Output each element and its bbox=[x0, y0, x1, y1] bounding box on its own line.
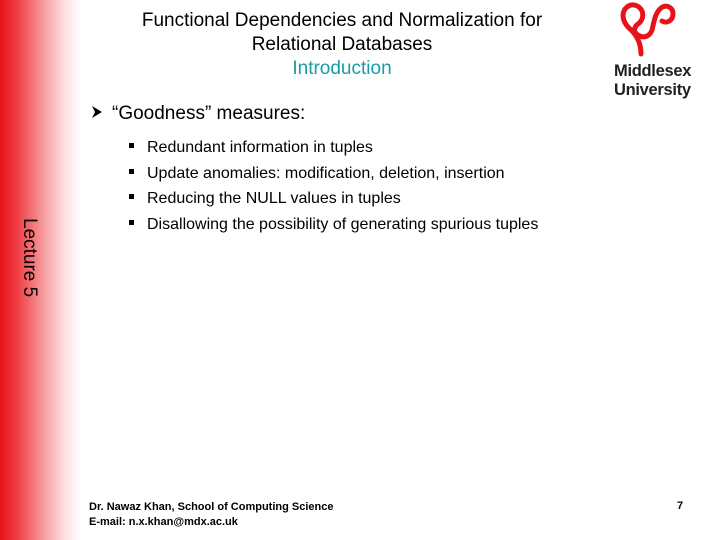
square-bullet-icon bbox=[129, 143, 134, 148]
main-bullet bbox=[90, 103, 305, 125]
footer bbox=[89, 500, 333, 530]
logo-line-1: Middlesex bbox=[614, 62, 692, 80]
red-gradient-band bbox=[0, 0, 82, 540]
list-item: Update anomalies: modification, deletion, insertion bbox=[129, 161, 538, 187]
logo-line-2: University bbox=[614, 81, 691, 99]
square-bullet-icon bbox=[129, 194, 134, 199]
square-bullet-icon bbox=[129, 220, 134, 225]
lecture-label: Lecture 5 bbox=[19, 218, 40, 298]
title-line-1: Functional Dependencies and Normalization for bbox=[141, 10, 543, 31]
ribbon-logo-icon bbox=[617, 2, 677, 58]
title-line-2: Relational Databases bbox=[251, 34, 433, 55]
main-bullet-text: “Goodness” measures: bbox=[112, 103, 306, 124]
sub-bullet-list bbox=[129, 135, 538, 237]
title-subtitle: Introduction bbox=[292, 58, 392, 79]
slide-title bbox=[92, 9, 592, 81]
arrow-bullet-icon bbox=[90, 103, 112, 125]
page-number: 7 bbox=[677, 500, 684, 512]
list-item: Disallowing the possibility of generating spurious tuples bbox=[129, 212, 538, 238]
logo-wordmark bbox=[614, 62, 691, 100]
list-item: Reducing the NULL values in tuples bbox=[129, 186, 538, 212]
footer-email: E-mail: n.x.khan@mdx.ac.uk bbox=[89, 516, 238, 528]
footer-author: Dr. Nawaz Khan, School of Computing Science bbox=[89, 501, 334, 513]
university-logo bbox=[608, 2, 708, 102]
square-bullet-icon bbox=[129, 169, 134, 174]
list-item: Redundant information in tuples bbox=[129, 135, 538, 161]
